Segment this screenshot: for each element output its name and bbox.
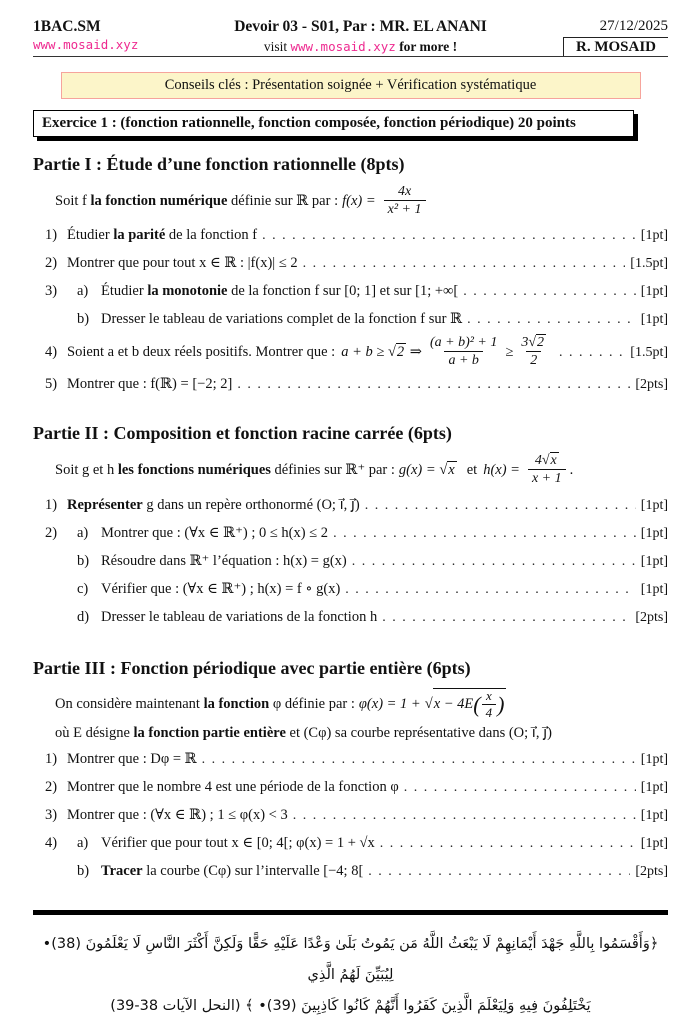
part3-intro-line2: où E désigne la fonction partie entière et (Cφ) sa courbe représentative dans (O; i⃗, j⃗) [55,725,552,742]
inequality-lhs: a + b ≥ √ 2 ⇒ [341,340,422,365]
part3-heading: Partie III : Fonction périodique avec partie entière (6pts) [33,657,471,678]
points-badge: [2pts] [635,609,668,625]
dotted-leader [262,223,636,248]
exercise-item: d) Dresser le tableau de variations de la fonction h . . . [2pts] [33,605,668,630]
f-fraction: $\frac{4x}{\text{x² + 1}}$ [384,184,426,218]
dotted-leader [559,340,625,365]
document-title: Devoir 03 - S01, Par : MR. EL ANANI [234,18,487,35]
quran-verse-line1: ﴿وَأَقْسَمُوا بِاللَّهِ جَهْدَ أَيْمَانِهِمْ لَا يَبْعَثُ اللَّهُ مَن يَمُوتُ بَلَىٰ وَعْدًا عَلَيْهِ حَقًّا وَلَكِنَّ أَكْثَرَ النَّاسِ لَا يَعْلَمُونَ (38)• لِيُبَيِّنَ لَهُمُ الَّذِي [42,935,659,983]
points-badge: [1pt] [640,836,668,852]
dotted-leader [345,577,636,602]
exercise-item: 5) Montrer que : f(ℝ) = [−2; 2] . . . [2pts] [33,372,668,397]
exercise-item: 1) Montrer que : Dφ = ℝ . . . [1pt] [33,747,668,772]
dotted-leader [467,307,636,332]
exercise-item: 3) a) Étudier la monotonie de la fonction f sur [0; 1] et sur [1; +∞[ . . . [1pt] [33,279,668,304]
inequality-fraction-right: $\frac{3 √ 2}{2}$ [517,335,550,369]
points-badge: [1pt] [640,553,668,569]
visit-line [203,39,518,55]
points-badge: [1pt] [640,780,668,796]
exercise-item: b) Résoudre dans ℝ⁺ l’équation : h(x) = g(x) . . . [1pt] [33,549,668,574]
dotted-leader [237,372,630,397]
points-badge: [1pt] [640,525,668,541]
f-definition: f(x) = [342,192,376,209]
h-definition: h(x) = [483,461,520,478]
exercise-item: 2) a) Montrer que : (∀x ∈ ℝ⁺) ; 0 ≤ h(x) ≤ 2 . . . [1pt] [33,521,668,546]
dotted-leader [202,747,636,772]
points-badge: [1pt] [640,752,668,768]
points-badge: [2pts] [635,377,668,393]
part1-heading: Partie I : Étude d’une fonction rationnelle (8pts) [33,154,405,174]
visit-link[interactable]: www.mosaid.xyz [290,39,396,54]
h-fraction: $\frac{4 √ x}{x + 1}$ [528,453,566,487]
points-badge: [1.5pt] [630,344,668,360]
exercise-item-inequality: 4) Soient a et b deux réels positifs. Montrer que : a + b ≥ √ 2 ⇒ $\frac{\text{(a + b)² + 1}}{a + b}$ ≥ $\frac{3 √ 2}{2}$ . . . [1.5pt] [33,335,668,369]
g-definition: g(x) = √ x [399,462,457,479]
exercise-item: 2) Montrer que pour tout x ∈ ℝ : |f(x)| ≤ 2 . . . [1.5pt] [33,251,668,276]
exercise-item: b) Tracer la courbe (Cφ) sur l’intervalle [−4; 8[ . . . [2pts] [33,859,668,884]
inequality-fraction-left: $\frac{\text{(a + b)² + 1}}{a + b}$ [429,335,498,369]
points-badge: [2pts] [635,864,668,880]
dotted-leader [333,521,636,546]
part3-intro: On considère maintenant la fonction φ définie par : φ(x) = 1 + √ x − 4E ( $\frac{x}{4}$ ) [33,688,668,721]
dotted-leader [404,775,636,800]
advice-box: Conseils clés : Présentation soignée + Vérification systématique [61,72,641,99]
part2-intro: Soit g et h les fonctions numériques définies sur ℝ⁺ par : g(x) = √ x et h(x) = $\frac{4 √ x}{x + 1}$ . [33,453,668,487]
points-badge: [1pt] [640,808,668,824]
points-badge: [1pt] [640,312,668,328]
points-badge: [1.5pt] [630,256,668,272]
dotted-leader [303,251,626,276]
exercise-item: 2) Montrer que le nombre 4 est une période de la fonction φ . . . [1pt] [33,775,668,800]
exercise-item: 4) a) Vérifier que pour tout x ∈ [0; 4[; φ(x) = 1 + √x . . . [1pt] [33,831,668,856]
visit-prefix: visit [263,39,288,54]
dotted-leader [368,859,630,884]
part2-heading: Partie II : Composition et fonction racine carrée (6pts) [33,423,452,444]
phi-radical: √ x − 4E ( $\frac{x}{4}$ ) [425,688,507,721]
dotted-leader [293,803,636,828]
site-link[interactable]: www.mosaid.xyz [33,37,139,52]
class-level-label: 1BAC.SM [33,18,101,35]
visit-suffix: for more ! [399,39,458,54]
dotted-leader [463,279,636,304]
quran-verse-line2: يَخْتَلِفُونَ فِيهِ وَلِيَعْلَمَ الَّذِينَ كَفَرُوا أَنَّهُمْ كَانُوا كَاذِبِينَ (39)• ﴾ (النحل الآيات 38-39) [110,997,591,1014]
dotted-leader [382,605,630,630]
exercise-item: 1) Étudier la parité de la fonction f . . . [1pt] [33,223,668,248]
points-badge: [1pt] [640,581,668,597]
author-box: R. MOSAID [563,37,668,56]
points-badge: [1pt] [640,284,668,300]
exercise-item: b) Dresser le tableau de variations complet de la fonction f sur ℝ . . . [1pt] [33,307,668,332]
part1-intro: Soit f la fonction numérique définie sur ℝ par : f(x) = $\frac{4x}{\text{x² + 1}}$ [33,184,668,218]
exercise-item: 1) Représenter g dans un repère orthonormé (O; i⃗, j⃗) . . . [1pt] [33,493,668,518]
dotted-leader [352,549,636,574]
exercise-item: 3) Montrer que : (∀x ∈ ℝ) ; 1 ≤ φ(x) < 3 . . . [1pt] [33,803,668,828]
exercise-title-box: Exercice 1 : (fonction rationnelle, fonction composée, fonction périodique) 20 points [33,110,634,137]
points-badge: [1pt] [640,228,668,244]
exercise-item: c) Vérifier que : (∀x ∈ ℝ⁺) ; h(x) = f ∘ g(x) . . . [1pt] [33,577,668,602]
footer-rule [33,910,668,915]
quran-verse [33,929,668,1022]
dotted-leader [365,493,636,518]
dotted-leader [380,831,636,856]
page-header [33,18,668,57]
points-badge: [1pt] [640,497,668,513]
phi-definition: φ(x) = 1 + [358,695,421,712]
date-label: 27/12/2025 [599,18,668,34]
